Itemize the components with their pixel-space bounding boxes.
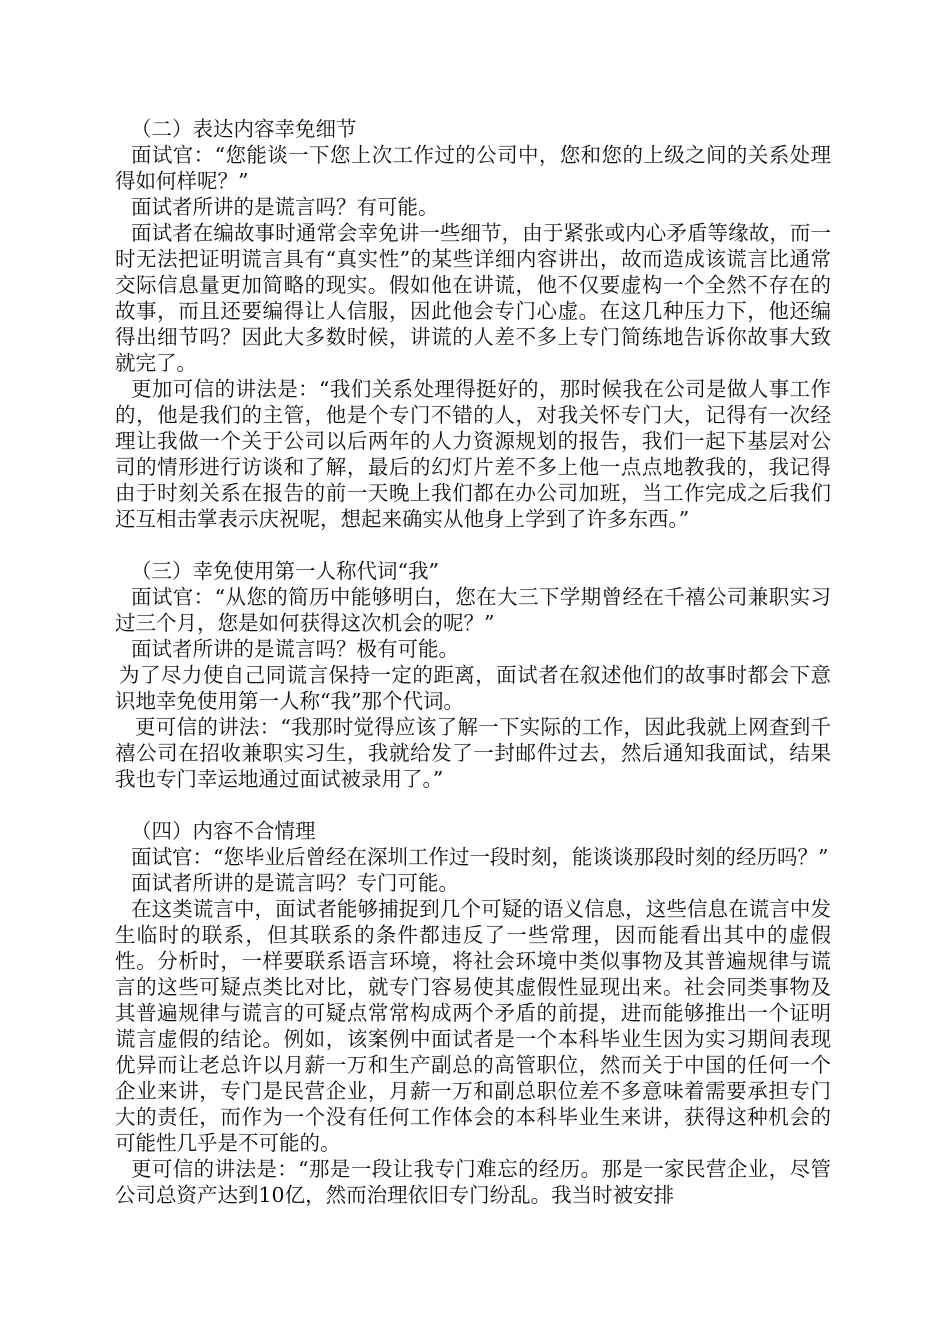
section-2 <box>115 116 831 532</box>
paragraph: 为了尽力使自己同谎言保持一定的距离，面试者在叙述他们的故事时都会下意识地幸免使用第一人称“我”那个代词。 <box>115 663 831 713</box>
paragraph: 面试者所讲的是谎言吗？极有可能。 <box>131 637 459 661</box>
paragraph: 更可信的讲法：“我那时觉得应该了解一下实际的工作，因此我就上网查到千禧公司在招收兼职实习生，我就给发了一封邮件过去，然后通知我面试，结果我也专门幸运地通过面试被录用了。” <box>115 715 831 791</box>
section-heading: （三）幸免使用第一人称代词“我” <box>131 559 439 583</box>
paragraph: 更可信的讲法是：“那是一段让我专门难忘的经历。那是一家民营企业，尽管公司总资产达到10亿，然而治理依旧专门纷乱。我当时被安排 <box>115 1157 831 1207</box>
paragraph: 面试者在编故事时通常会幸免讲一些细节，由于紧张或内心矛盾等缘故，而一时无法把证明谎言具有“真实性”的某些详细内容讲出，故而造成该谎言比通常交际信息量更加简略的现实。假如他在讲谎，他不仅要虚构一个全然不存在的故事，而且还要编得让人信服，因此他会专门心虚。在这几种压力下，他还编得出细节吗？因此大多数时候，讲谎的人差不多上专门简练地告诉你故事大致就完了。 <box>115 221 831 375</box>
paragraph: 面试官：“您毕业后曾经在深圳工作过一段时刻，能谈谈那段时刻的经历吗？” <box>131 845 829 869</box>
section-4 <box>115 818 831 1208</box>
section-heading: （四）内容不合情理 <box>131 819 316 843</box>
document-page <box>115 116 831 1234</box>
paragraph: 在这类谎言中，面试者能够捕捉到几个可疑的语义信息，这些信息在谎言中发生临时的联系，但其联系的条件都违反了一些常理，因而能看出其中的虚假性。分析时，一样要联系语言环境，将社会环境中类似事物及其普遍规律与谎言的这些可疑点类比对比，就专门容易使其虚假性显现出来。社会同类事物及其普遍规律与谎言的可疑点常常构成两个矛盾的前提，进而能够推出一个证明谎言虚假的结论。例如，该案例中面试者是一个本科毕业生因为实习期间表现优异而让老总许以月薪一万和生产副总的高管职位，然而关于中国的任何一个企业来讲，专门是民营企业，月薪一万和副总职位差不多意味着需要承担专门大的责任，而作为一个没有任何工作体会的本科毕业生来讲，获得这种机会的可能性几乎是不可能的。 <box>115 897 831 1155</box>
paragraph: 更加可信的讲法是：“我们关系处理得挺好的，那时候我在公司是做人事工作的，他是我们的主管，他是个专门不错的人，对我关怀专门大，记得有一次经理让我做一个关于公司以后两年的人力资源规划的报告，我们一起下基层对公司的情形进行访谈和了解，最后的幻灯片差不多上他一点点地教我的，我记得由于时刻关系在报告的前一天晚上我们都在办公司加班，当工作完成之后我们还互相击掌表示庆祝呢，想起来确实从他身上学到了许多东西。” <box>115 377 831 531</box>
paragraph: 面试者所讲的是谎言吗？有可能。 <box>131 195 439 219</box>
paragraph: 面试官：“从您的简历中能够明白，您在大三下学期曾经在千禧公司兼职实习过三个月，您是如何获得这次机会的呢？” <box>115 585 831 635</box>
paragraph: 面试者所讲的是谎言吗？专门可能。 <box>131 871 459 895</box>
paragraph: 面试官：“您能谈一下您上次工作过的公司中，您和您的上级之间的关系处理得如何样呢？” <box>115 143 831 193</box>
section-heading: （二）表达内容幸免细节 <box>131 117 357 141</box>
section-3 <box>115 558 831 792</box>
